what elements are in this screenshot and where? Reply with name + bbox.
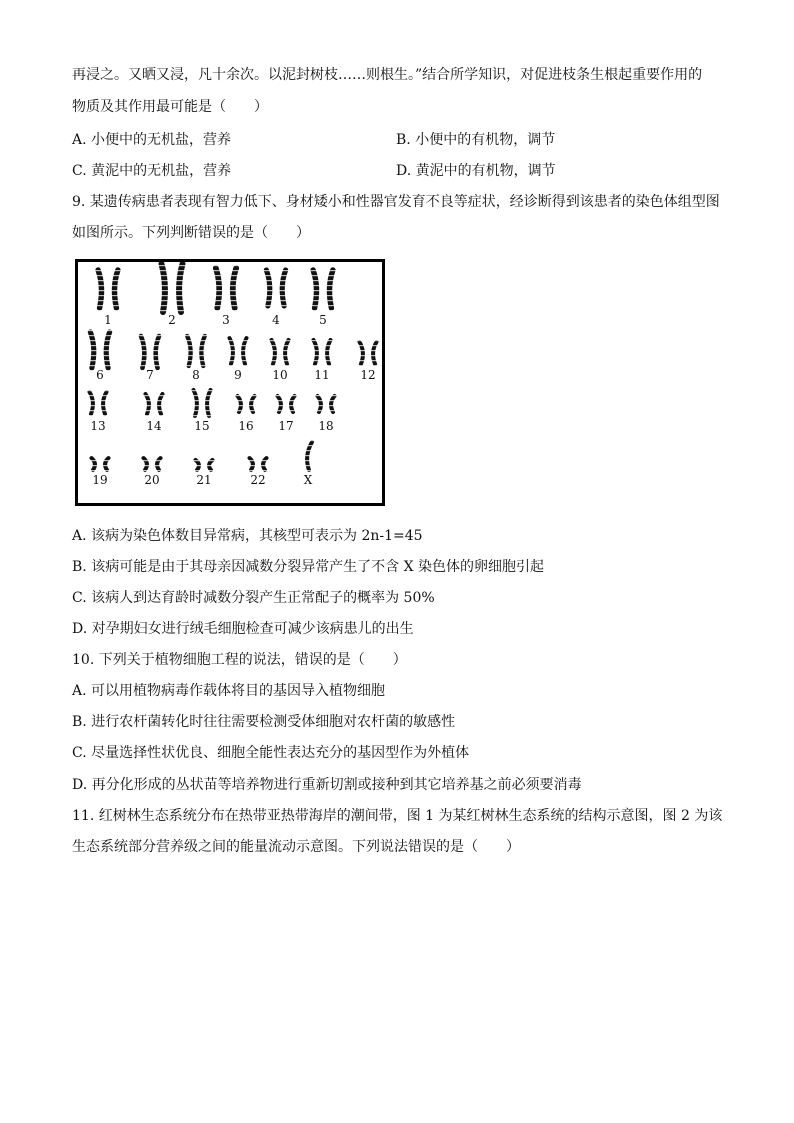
chromatid xyxy=(179,264,182,312)
q11-stem-line2: 生态系统部分营养级之间的能量流动示意图。下列说法错误的是（ ） xyxy=(72,839,520,855)
chromosome-12 xyxy=(360,342,377,364)
chromatid xyxy=(313,270,316,308)
chromosome-6 xyxy=(90,332,109,368)
chromatid xyxy=(209,460,212,470)
chromatid xyxy=(157,458,160,470)
karyotype-label: 5 xyxy=(319,313,327,327)
chromosome-9 xyxy=(230,338,247,364)
chromosome-13 xyxy=(90,392,107,414)
karyotype-label: 6 xyxy=(96,368,104,382)
chromatid xyxy=(207,390,210,416)
karyotype-label: 4 xyxy=(272,313,280,327)
karyotype-label: 12 xyxy=(360,368,376,382)
chromatid xyxy=(233,268,236,308)
chromatid xyxy=(250,458,253,470)
q9-option-c: C. 该病人到达育龄时减数分裂产生正常配子的概率为 50% xyxy=(72,590,435,606)
chromatid xyxy=(282,270,285,306)
q10-option-d: D. 再分化形成的丛状苗等培养物进行重新切割或接种到其它培养基之前必须要消毒 xyxy=(72,777,582,793)
karyotype-svg xyxy=(78,262,382,503)
chromatid xyxy=(251,396,254,412)
karyotype-label: 3 xyxy=(222,313,230,327)
karyotype-label: 19 xyxy=(92,473,108,487)
karyotype-label: 11 xyxy=(314,368,330,382)
chromatid xyxy=(156,336,159,368)
chromosome-21 xyxy=(196,460,213,470)
chromosome-20 xyxy=(144,458,161,470)
chromosome-19 xyxy=(92,458,109,470)
karyotype-label: 16 xyxy=(238,419,254,433)
chromatid xyxy=(103,392,106,414)
chromatid xyxy=(162,264,165,312)
q11-stem-line1: 11. 红树林生态系统分布在热带亚热带海岸的潮间带，图 1 为某红树林生态系统的结构示意图，图 2 为该 xyxy=(72,808,723,824)
q8-stem-line1: 再浸之。又晒又浸，凡十余次。以泥封树枝……则根生。”结合所学知识，对促进枝条生根起重要作用的 xyxy=(72,67,703,83)
q9-option-a: A. 该病为染色体数目异常病，其核型可表示为 2n-1=45 xyxy=(72,528,423,544)
karyotype-label: 13 xyxy=(90,419,106,433)
karyotype-label: 17 xyxy=(278,419,294,433)
chromosome-10 xyxy=(272,340,289,364)
karyotype-label: 8 xyxy=(192,368,200,382)
chromatid xyxy=(106,332,109,368)
q10-stem: 10. 下列关于植物细胞工程的说法，错误的是（ ） xyxy=(72,652,407,668)
karyotype-label: 18 xyxy=(318,419,334,433)
chromatid xyxy=(238,396,241,412)
chromatid xyxy=(92,458,95,470)
chromosome-14 xyxy=(146,394,163,414)
chromatid xyxy=(330,270,333,308)
chromosome-18 xyxy=(318,396,335,412)
karyotype-label: 1 xyxy=(104,313,112,327)
karyotype-label: 10 xyxy=(272,368,288,382)
chromatid xyxy=(230,338,233,364)
chromatid xyxy=(272,340,275,364)
chromatid xyxy=(216,268,219,308)
chromatid xyxy=(291,396,294,412)
karyotype-label: 7 xyxy=(146,368,154,382)
chromatid xyxy=(266,270,269,306)
karyotype-label: 21 xyxy=(196,473,212,487)
chromatid xyxy=(196,460,199,470)
q10-option-b: B. 进行农杆菌转化时往往需要检测受体细胞对农杆菌的敏感性 xyxy=(72,714,456,730)
chromatid xyxy=(307,442,312,470)
chromatid xyxy=(159,394,162,414)
karyotype-label: X xyxy=(303,473,313,487)
q8-option-a: A. 小便中的无机盐，营养 xyxy=(72,132,232,148)
karyotype-label: 9 xyxy=(234,368,242,382)
chromatid xyxy=(243,338,246,364)
q9-stem-line2: 如图所示。下列判断错误的是（ ） xyxy=(72,225,310,241)
chromosome-15 xyxy=(194,390,211,416)
chromosome-1 xyxy=(98,270,118,308)
chromatid xyxy=(105,458,108,470)
q9-option-b: B. 该病可能是由于其母亲因减数分裂异常产生了不含 X 染色体的卵细胞引起 xyxy=(72,559,545,575)
chromatid xyxy=(201,336,204,366)
karyotype-label: 22 xyxy=(250,473,266,487)
chromatid xyxy=(90,332,93,368)
chromatid xyxy=(90,392,93,414)
chromosome-8 xyxy=(187,336,205,366)
chromatid xyxy=(331,396,334,412)
chromosome-3 xyxy=(216,268,236,308)
q10-option-c: C. 尽量选择性状优良、细胞全能性表达充分的基因型作为外植体 xyxy=(72,745,470,761)
chromatid xyxy=(318,396,321,412)
karyotype-label: 2 xyxy=(168,313,176,327)
karyotype-label: 20 xyxy=(144,473,160,487)
chromatid xyxy=(263,458,266,470)
q9-stem-line1: 9. 某遗传病患者表现有智力低下、身材矮小和性器官发育不良等症状，经诊断得到该患者的染色体组型图 xyxy=(72,194,720,210)
chromatid xyxy=(373,342,376,364)
chromosome-7 xyxy=(141,336,159,368)
chromatid xyxy=(98,270,101,308)
q8-option-c: C. 黄泥中的无机盐，营养 xyxy=(72,163,232,179)
chromosome-2 xyxy=(162,264,183,312)
chromosome-17 xyxy=(278,396,295,412)
chromatid xyxy=(141,336,144,368)
q8-option-d: D. 黄泥中的有机物，调节 xyxy=(396,163,556,179)
q9-option-d: D. 对孕期妇女进行绒毛细胞检查可减少该病患儿的出生 xyxy=(72,621,414,637)
chromosome-X xyxy=(307,442,312,470)
q8-stem-line2: 物质及其作用最可能是（ ） xyxy=(72,99,268,115)
chromatid xyxy=(187,336,190,366)
karyotype-label: 15 xyxy=(194,419,210,433)
karyotype-label: 14 xyxy=(146,419,162,433)
chromosome-22 xyxy=(250,458,267,470)
chromatid xyxy=(285,340,288,364)
chromatid xyxy=(115,270,118,308)
chromosome-11 xyxy=(314,340,331,364)
chromosome-16 xyxy=(238,396,255,412)
chromatid xyxy=(194,390,197,416)
chromatid xyxy=(144,458,147,470)
chromatid xyxy=(360,342,363,364)
q8-option-b: B. 小便中的有机物，调节 xyxy=(396,132,556,148)
chromatid xyxy=(146,394,149,414)
chromatid xyxy=(314,340,317,364)
chromosome-4 xyxy=(266,270,285,306)
chromosome-5 xyxy=(313,270,333,308)
chromatid xyxy=(278,396,281,412)
karyotype-figure xyxy=(75,259,385,506)
chromatid xyxy=(327,340,330,364)
q10-option-a: A. 可以用植物病毒作载体将目的基因导入植物细胞 xyxy=(72,683,386,699)
